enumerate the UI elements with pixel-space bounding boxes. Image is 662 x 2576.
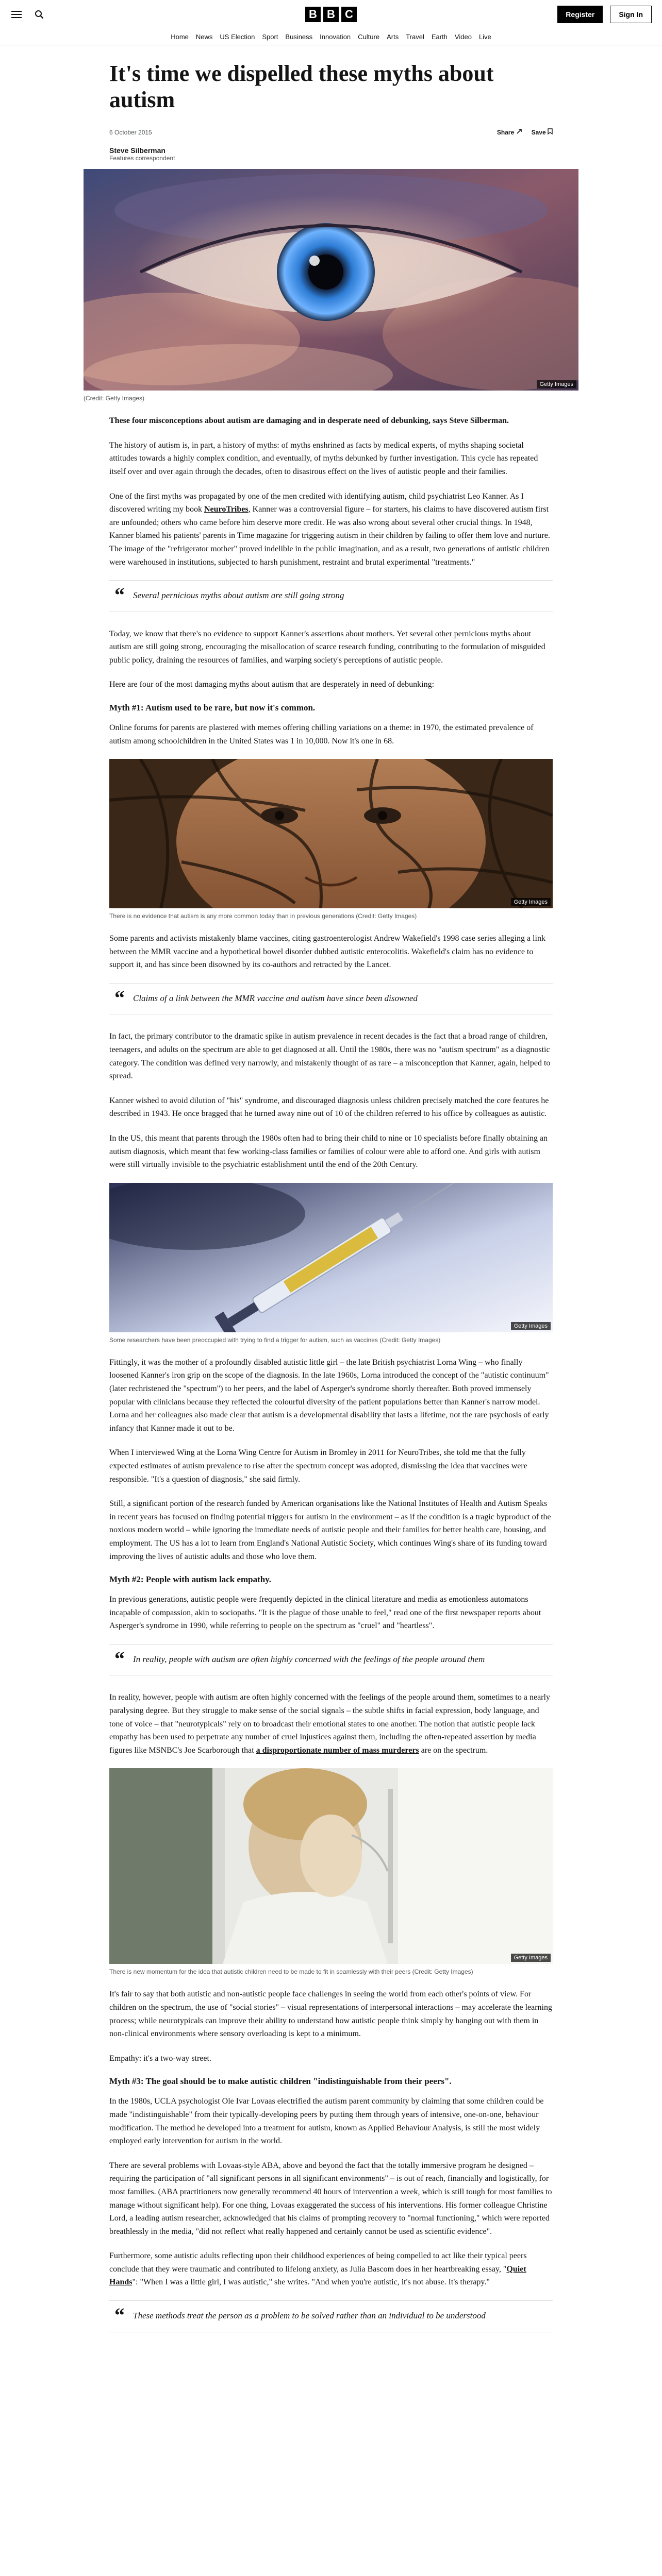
author-role: Features correspondent [109, 155, 175, 162]
share-label: Share [496, 129, 515, 137]
mass-murderers-link[interactable]: a disproportionate number of mass murderers [256, 1745, 419, 1755]
paragraph: Here are four of the most damaging myths about autism that are desperately in need of debunking: [109, 680, 435, 689]
nav-item-arts[interactable]: Arts [387, 33, 399, 41]
menu-icon[interactable] [10, 8, 23, 21]
article-body [109, 1988, 553, 2332]
myth-heading: Myth #2: People with autism lack empathy. [109, 1574, 272, 1585]
hero-caption: (Credit: Getty Images) [84, 395, 145, 402]
author-name[interactable]: Steve Silberman [109, 146, 166, 155]
top-bar [0, 0, 662, 29]
nav-item-earth[interactable]: Earth [431, 33, 448, 41]
pull-quote [109, 580, 553, 612]
nav-item-travel[interactable]: Travel [406, 33, 424, 41]
standfirst: These four misconceptions about autism are damaging and in desperate need of debunking, says Steve Silberman. [109, 416, 509, 426]
paragraph: Kanner wished to avoid dilution of "his" syndrome, and discouraged diagnosis unless children precisely matched the core features he described in 1943. He once bragged that he turned away nine out of 10 of the children referred to his office by colleagues as autistic. [109, 1096, 549, 1118]
paragraph: In reality, however, people with autism are often highly concerned with the feelings of the people around them, sometimes to a nearly paralysing degree. But they struggle to make sense of the social signals – the subtle shifts in facial expression, body language, and tone of voice – that "neurotypicals" rely on to broadcast their emotional states to one another. The notion that autistic people lack empathy has been used to perpetrate any number of cruel injustices against them, including the often-repeated assertion by media figures like MSNBC's Joe Scarborough that a disproportionate number of mass murderers are on the spectrum. [109, 1693, 550, 1755]
paragraph: In previous generations, autistic people were frequently depicted in the clinical literature and media as emotionless automatons incapable of compassion, akin to sociopaths. "It is the plague of those unable to feel," read one of the first newspaper reports about Asperger's syndrome in 1990, while referring to people on the spectrum as "cruel" and "heartless". [109, 1595, 541, 1631]
child-face-image [109, 759, 553, 908]
paragraph: One of the first myths was propagated by one of the men credited with identifying autism, child psychiatrist Leo Kanner. As I discovered writing my book NeuroTribes, Kanner was a controversial figure – for starters, his claims to have discovered autism first are unfounded; others who came before him deserve more credit. He was also wrong about several other crucial things. In 1948, Kanner blamed his patients' parents in Time magazine for triggering autism in their children by failing to offer them love and nurture. The image of the "refrigerator mother" proved indelible in the public imagination, and as a result, two generations of autistic children were warehoused in institutions, subjected to harsh punishment, restraint and brutal experimental "treatments." [109, 492, 550, 567]
search-icon[interactable] [33, 8, 45, 21]
pull-quote-text: “ These methods treat the person as a problem to be solved rather than an individual to be understood [133, 2311, 486, 2321]
image-credit: Getty Images [511, 898, 551, 906]
paragraph: Fittingly, it was the mother of a profoundly disabled autistic little girl – the late British psychiatrist Lorna Wing – who finally loosened Kanner's iron grip on the scope of the diagnosis. In the late 1960s, Lorna introduced the concept of the "autistic continuum" (later rechristened the "spectrum") to her peers, and the label of Asperger's syndrome shortly thereafter. Both proved immensely popular with clinicians because they reflected the colourful diversity of the patient populations better than Kanner's narrow model. Lorna and her colleagues also made clear that autism is a developmental disability that lasts a lifetime, not the rare psychosis of early infancy that Kanner made it out to be. [109, 1358, 549, 1433]
paragraph: In fact, the primary contributor to the dramatic spike in autism prevalence in recent decades is the fact that a broad range of children, teenagers, and adults on the spectrum are able to get diagnosed at all. Until the 1980s, there was no "autism spectrum" as a diagnostic category. The condition was defined very narrowly, and mistakenly thought of as rare – a misconception that Kanner, again, helped to spread. [109, 1032, 551, 1081]
pull-quote [109, 2300, 553, 2332]
image-credit: Getty Images [537, 380, 576, 388]
figure-syringe [109, 1183, 553, 1332]
bbc-logo[interactable] [305, 7, 357, 22]
myth-heading: Myth #1: Autism used to be rare, but now it's common. [109, 703, 316, 713]
hero-figure [84, 169, 578, 391]
figure-caption: Some researchers have been preoccupied with trying to find a trigger for autism, such as vaccines (Credit: Getty Images) [109, 1336, 441, 1344]
share-button[interactable] [497, 128, 522, 136]
figure-caption: There is new momentum for the idea that autistic children need to be made to fit in seamlessly with their peers (Credit: Getty Images) [109, 1968, 473, 1976]
main-nav [0, 29, 662, 45]
pull-quote-text: “ Several pernicious myths about autism are still going strong [133, 590, 344, 601]
quiet-hands-link[interactable]: Quiet Hands [109, 2264, 526, 2287]
register-button[interactable]: Register [557, 6, 603, 23]
nav-item-culture[interactable]: Culture [358, 33, 380, 41]
nav-item-sport[interactable]: Sport [262, 33, 278, 41]
pull-quote-text: “ In reality, people with autism are often highly concerned with the feelings of the people around them [133, 1654, 485, 1664]
hero-image [84, 169, 578, 391]
bookmark-icon [548, 128, 553, 134]
save-label: Save [531, 129, 546, 137]
article-meta [109, 128, 553, 136]
figure-child-face [109, 759, 553, 908]
figure-child-window [109, 1768, 553, 1964]
image-credit: Getty Images [511, 1954, 551, 1962]
nav-item-live[interactable]: Live [478, 33, 491, 41]
child-window-image [109, 1768, 553, 1964]
save-button[interactable] [532, 128, 553, 136]
image-credit: Getty Images [511, 1322, 551, 1330]
paragraph: In the 1980s, UCLA psychologist Ole Ivar Lovaas electrified the autism parent community by claiming that some children could be made "indistinguishable" from their typically-developing peers by putting them through years of intensive, one-on-one, behaviour modification. The method he developed into a treatment for autism, known as Applied Behaviour Analysis, is still the most widely employed early intervention for autism in the world. [109, 2097, 544, 2146]
pull-quote [109, 983, 553, 1015]
nav-item-home[interactable]: Home [171, 33, 189, 41]
paragraph: Online forums for parents are plastered with memes offering chilling variations on a theme: in 1970, the estimated prevalence of autism among schoolchildren in the United States was 1 in 10,000. Now it's one in 68. [109, 723, 534, 745]
paragraph: In the US, this meant that parents through the 1980s often had to bring their child to nine or 10 specialists before finally obtaining an autism diagnosis, which meant that few working-class families or families of colour were able to afford one. And girls with autism were still virtually invisible to the psychiatric establishment until the end of the 20th Century. [109, 1134, 548, 1170]
paragraph: The history of autism is, in part, a history of myths: of myths enshrined as facts by medical experts, of myths shaping societal attitudes towards a highly complex condition, and eventually, of myths debunked by further investigation. This cycle has repeated itself over and over again through the decades, often to disastrous effect on the lives of autistic people and their families. [109, 440, 538, 476]
nav-item-us-election[interactable]: US Election [220, 33, 255, 41]
figure-caption: There is no evidence that autism is any more common today than in previous generations (Credit: Getty Images) [109, 912, 417, 920]
paragraph: Some parents and activists mistakenly blame vaccines, citing gastroenterologist Andrew Wakefield's 1998 case series alleging a link between the MMR vaccine and a hypothetical bowel disorder dubbed autistic enterocolitis. Wakefield's claim has no evidence to support it, and has since been disowned by its co-authors and retracted by the Lancet. [109, 934, 545, 970]
nav-item-video[interactable]: Video [454, 33, 472, 41]
neurotribes-link[interactable]: NeuroTribes [204, 505, 249, 514]
article-body [109, 932, 553, 1172]
share-icon [516, 128, 522, 134]
logo-letter: B [305, 7, 321, 22]
syringe-image [109, 1183, 553, 1332]
pull-quote-text: “ Claims of a link between the MMR vaccine and autism have since been disowned [133, 993, 418, 1003]
article-body [109, 1356, 553, 1757]
article-title: It's time we dispelled these myths about autism [109, 61, 494, 112]
paragraph: It's fair to say that both autistic and non-autistic people face challenges in seeing the world from each other's points of view. For children on the spectrum, the use of "social stories" – visual representations of interpersonal interactions – may accelerate the learning process; while neurotypicals can improve their ability to understand how autistic people think simply by hanging out with them in non-clinical environments where sensory overloading is kept to a minimum. [109, 1990, 552, 2039]
paragraph: There are several problems with Lovaas-style ABA, above and beyond the fact that the totally immersive program he designed – requiring the participation of "all significant persons in all significant environments" – is out of reach, financially and logistically, for most families. (ABA practitioners now generally recommend 40 hours of intervention a week, which is still tough for most families to manage without significant help). For one thing, Lovaas exaggerated the success of his interventions. His former colleague Christine Lord, a leading autism researcher, acknowledged that his claims of prompting recovery to "normal functioning," which were reported breathlessly in the media, "did not reflect what really happened and certainly cannot be used as scientific evidence". [109, 2161, 552, 2236]
article [84, 45, 578, 2332]
paragraph: Still, a significant portion of the research funded by American organisations like the National Institutes of Health and Autism Speaks in recent years has focused on finding potential triggers for autism in the environment – as if the condition is a tragic byproduct of the noxious modern world – while ignoring the immediate needs of autistic people and their families for better health care, housing, and employment. The US has a lot to learn from England's National Autistic Society, which continues Wing's share of its funding toward improving the lives of autistic adults and those who love them. [109, 1499, 551, 1561]
paragraph: Empathy: it's a two-way street. [109, 2054, 211, 2063]
sign-in-button[interactable]: Sign In [610, 6, 652, 23]
nav-item-business[interactable]: Business [285, 33, 313, 41]
paragraph: When I interviewed Wing at the Lorna Wing Centre for Autism in Bromley in 2011 for NeuroTribes, she told me that the fully expected estimates of autism prevalence to rise after the spectrum concept was adopted, dismissing the idea that vaccines were responsible. "It's a question of diagnosis," she said firmly. [109, 1448, 527, 1484]
pull-quote [109, 1644, 553, 1676]
nav-item-innovation[interactable]: Innovation [320, 33, 351, 41]
paragraph: Today, we know that there's no evidence to support Kanner's assertions about mothers. Yet several other pernicious myths about autism are still going strong, encouraging the misallocation of scarce research funding, contributing to the formulation of misguided public policy, draining the resources of families, and warping society's perceptions of autistic people. [109, 629, 545, 665]
paragraph: Furthermore, some autistic adults reflecting upon their childhood experiences of being compelled to act like their typical peers conclude that they were traumatic and contributed to lifelong anxiety, as Julia Bascom does in her heartbreaking essay, "Quiet Hands": "When I was a little girl, I was autistic," she writes. "And when you're autistic, it's not abuse. It's therapy." [109, 2251, 527, 2287]
article-body [109, 414, 553, 748]
myth-heading: Myth #3: The goal should be to make autistic children "indistinguishable from their peers". [109, 2076, 452, 2087]
nav-item-news[interactable]: News [195, 33, 213, 41]
logo-letter: B [323, 7, 339, 22]
publish-date: 6 October 2015 [109, 128, 152, 136]
logo-letter: C [341, 7, 357, 22]
